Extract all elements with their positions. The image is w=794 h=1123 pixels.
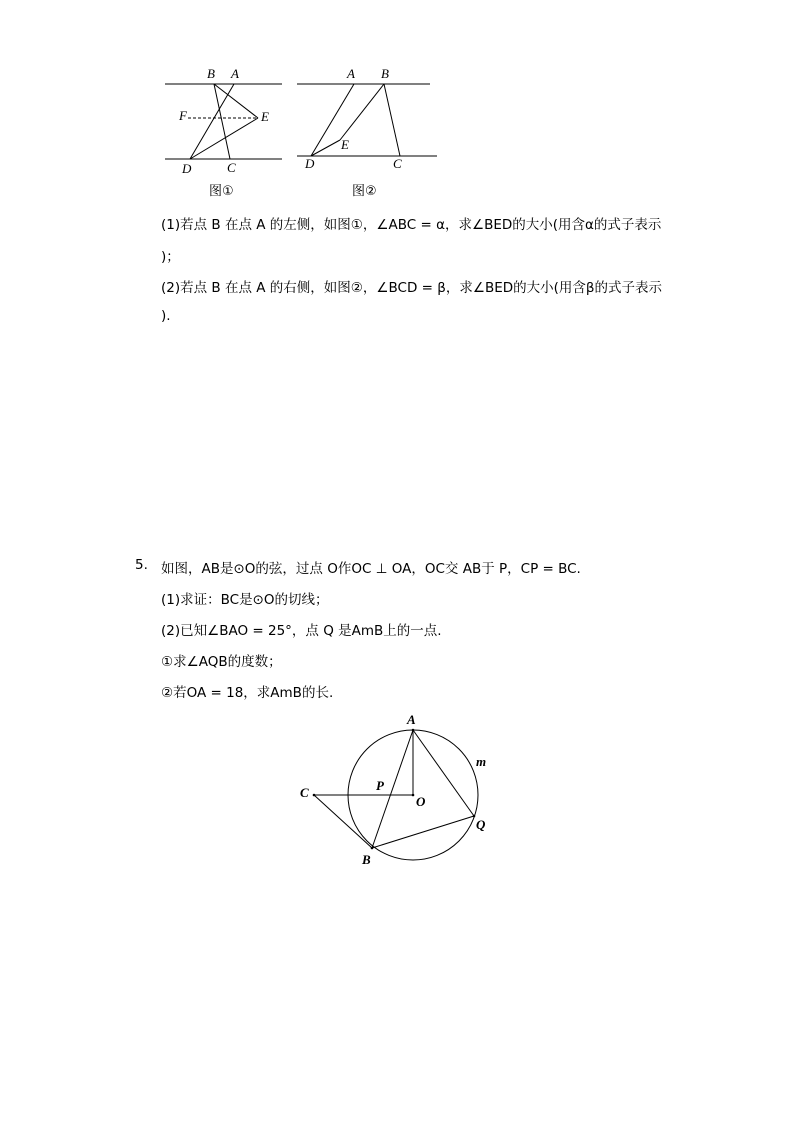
q5-stem: 如图，AB是⊙O的弦，过点 O作OC ⊥ OA，OC交 AB于 P，CP = BC.: [161, 561, 581, 577]
fig1-label-b: B: [207, 66, 215, 81]
label-p: P: [376, 778, 384, 793]
fig2-label-d: D: [305, 156, 315, 171]
point-b-dot: [371, 847, 374, 850]
q5-sub2: ②若OA = 18，求AmB的长.: [161, 685, 334, 701]
segment-cb: [314, 795, 372, 848]
q4-part1-line1: (1)若点 B 在点 A 的左侧，如图①，∠ABC = α，求∠BED的大小(用含α的式子表示: [161, 217, 662, 233]
point-c-dot: [313, 794, 316, 797]
label-b: B: [362, 852, 371, 867]
q5-part1: (1)求证：BC是⊙O的切线；: [161, 592, 329, 608]
fig2-label-a: A: [347, 66, 355, 81]
fig2-segment-bc: [384, 84, 400, 156]
label-c: C: [300, 785, 309, 800]
point-q-dot: [473, 815, 476, 818]
fig1-label-d: D: [182, 161, 192, 176]
label-o: O: [416, 794, 426, 809]
label-q: Q: [476, 817, 486, 832]
fig1-label-e: E: [261, 109, 269, 124]
q5-number: 5.: [135, 557, 148, 573]
fig1-caption: 图①: [209, 184, 234, 199]
label-m: m: [476, 754, 487, 769]
figure-2: [297, 66, 437, 199]
fig2-segment-be: [340, 84, 384, 140]
fig2-label-e: E: [341, 137, 349, 152]
fig2-caption: 图②: [352, 184, 377, 199]
q4-part2-line2: ).: [161, 308, 171, 324]
fig1-segment-de: [190, 118, 258, 159]
fig2-label-b: B: [381, 66, 389, 81]
point-a-dot: [412, 729, 415, 732]
q4-part1-line2: )；: [161, 249, 180, 265]
q4-part2-line1: (2)若点 B 在点 A 的右侧，如图②，∠BCD = β，求∠BED的大小(用含β的式子表示: [161, 280, 663, 296]
q5-sub1: ①求∠AQB的度数；: [161, 654, 282, 670]
q5-part2: (2)已知∠BAO = 25°，点 Q 是AmB上的一点.: [161, 623, 442, 639]
figure-1: [165, 66, 282, 199]
fig2-label-c: C: [393, 156, 402, 171]
label-a: A: [407, 712, 416, 727]
fig1-label-c: C: [227, 160, 236, 175]
point-o-dot: [412, 794, 415, 797]
fig1-label-f: F: [179, 108, 187, 123]
segment-bq: [372, 816, 474, 848]
top-figures: [150, 60, 450, 205]
fig1-label-a: A: [231, 66, 239, 81]
q5-figure: [290, 705, 500, 875]
